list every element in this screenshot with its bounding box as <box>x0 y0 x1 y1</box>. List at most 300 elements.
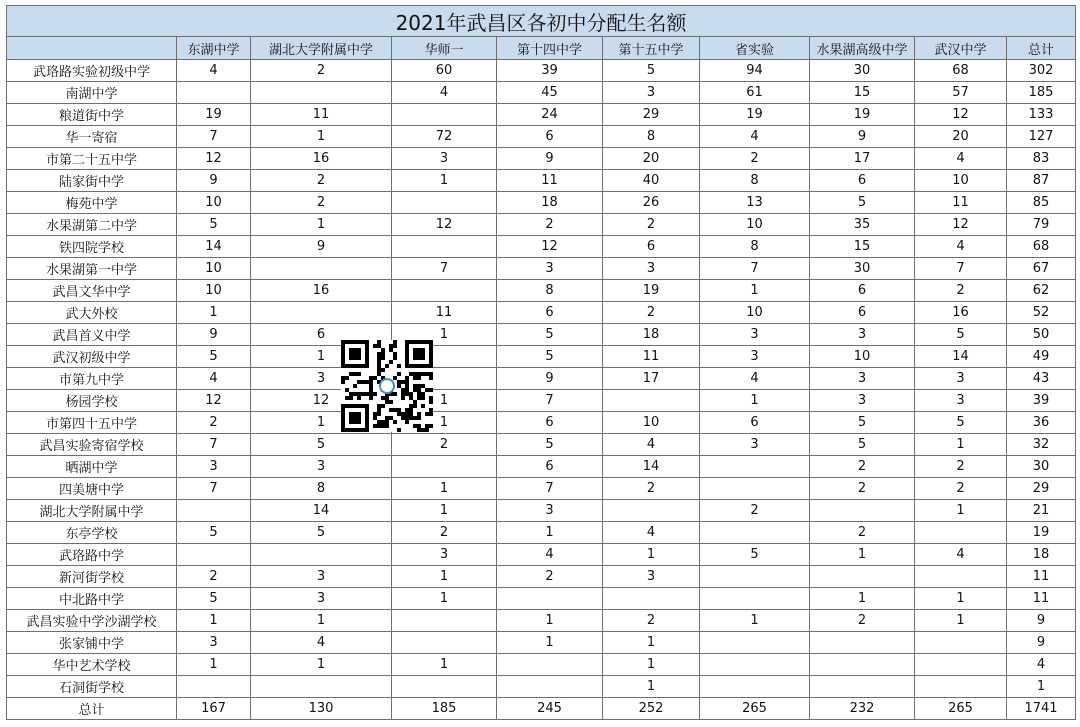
table-row <box>7 522 1076 544</box>
quota-cell: 94 <box>700 60 810 82</box>
quota-cell: 19 <box>700 104 810 126</box>
quota-cell: 1 <box>392 588 497 610</box>
table-row <box>7 148 1076 170</box>
quota-cell: 15 <box>810 236 915 258</box>
school-name-cell: 杨园学校 <box>7 390 177 412</box>
quota-cell: 67 <box>1007 258 1076 280</box>
quota-cell <box>810 566 915 588</box>
quota-cell: 4 <box>700 126 810 148</box>
header-cell: 省实验 <box>700 37 810 60</box>
quota-cell: 1 <box>497 522 603 544</box>
quota-cell: 5 <box>810 192 915 214</box>
quota-cell: 5 <box>251 522 392 544</box>
quota-cell <box>497 654 603 676</box>
title-row <box>7 6 1076 37</box>
quota-cell: 5 <box>497 434 603 456</box>
quota-cell: 5 <box>810 434 915 456</box>
quota-cell <box>392 236 497 258</box>
quota-cell: 9 <box>1007 610 1076 632</box>
quota-cell: 6 <box>251 324 392 346</box>
quota-cell <box>392 192 497 214</box>
quota-cell: 9 <box>497 368 603 390</box>
quota-cell: 7 <box>700 258 810 280</box>
quota-cell: 7 <box>915 258 1007 280</box>
quota-cell <box>251 676 392 698</box>
quota-cell: 5 <box>251 434 392 456</box>
quota-cell <box>392 280 497 302</box>
quota-cell: 2 <box>810 478 915 500</box>
header-cell: 东湖中学 <box>177 37 251 60</box>
quota-cell: 7 <box>177 434 251 456</box>
table-row <box>7 368 1076 390</box>
quota-cell: 5 <box>177 214 251 236</box>
quota-cell: 9 <box>497 148 603 170</box>
school-name-cell: 中北路中学 <box>7 588 177 610</box>
table-row <box>7 566 1076 588</box>
quota-cell <box>700 478 810 500</box>
quota-cell: 79 <box>1007 214 1076 236</box>
quota-cell: 11 <box>915 192 1007 214</box>
quota-cell: 52 <box>1007 302 1076 324</box>
quota-cell: 21 <box>1007 500 1076 522</box>
total-value-cell: 252 <box>603 698 700 720</box>
school-name-cell: 石洞街学校 <box>7 676 177 698</box>
quota-cell: 1 <box>251 126 392 148</box>
quota-cell: 5 <box>177 588 251 610</box>
quota-cell: 30 <box>810 60 915 82</box>
quota-cell: 13 <box>700 192 810 214</box>
quota-cell: 16 <box>251 280 392 302</box>
quota-cell: 12 <box>177 148 251 170</box>
quota-cell: 1 <box>810 588 915 610</box>
quota-cell: 1 <box>392 566 497 588</box>
header-corner-cell <box>7 37 177 60</box>
quota-cell: 1 <box>392 654 497 676</box>
total-value-cell: 167 <box>177 698 251 720</box>
quota-cell: 14 <box>251 500 392 522</box>
quota-cell: 2 <box>603 610 700 632</box>
quota-cell: 1 <box>177 302 251 324</box>
quota-cell: 7 <box>392 258 497 280</box>
quota-cell: 3 <box>700 346 810 368</box>
quota-cell: 11 <box>1007 588 1076 610</box>
table-row <box>7 434 1076 456</box>
quota-cell: 1 <box>392 324 497 346</box>
school-name-cell: 武大外校 <box>7 302 177 324</box>
header-row <box>7 37 1076 60</box>
quota-cell <box>810 500 915 522</box>
total-value-cell: 232 <box>810 698 915 720</box>
quota-cell: 1 <box>603 654 700 676</box>
quota-cell: 8 <box>603 126 700 148</box>
quota-cell: 3 <box>251 456 392 478</box>
quota-cell: 43 <box>1007 368 1076 390</box>
quota-cell <box>915 676 1007 698</box>
quota-cell: 7 <box>497 390 603 412</box>
quota-cell: 3 <box>177 632 251 654</box>
quota-cell: 68 <box>1007 236 1076 258</box>
quota-cell: 4 <box>392 82 497 104</box>
quota-cell <box>915 632 1007 654</box>
quota-cell <box>700 654 810 676</box>
quota-cell <box>392 456 497 478</box>
quota-cell: 302 <box>1007 60 1076 82</box>
quota-cell: 2 <box>392 522 497 544</box>
table-row <box>7 478 1076 500</box>
quota-cell <box>700 632 810 654</box>
quota-cell: 4 <box>700 368 810 390</box>
quota-cell: 6 <box>603 236 700 258</box>
school-name-cell: 华中艺术学校 <box>7 654 177 676</box>
quota-cell <box>810 676 915 698</box>
quota-cell: 1 <box>915 500 1007 522</box>
quota-cell: 3 <box>603 566 700 588</box>
school-name-cell: 武珞路实验初级中学 <box>7 60 177 82</box>
quota-cell: 11 <box>1007 566 1076 588</box>
table-row <box>7 192 1076 214</box>
quota-cell: 10 <box>177 192 251 214</box>
quota-cell <box>392 632 497 654</box>
quota-cell: 2 <box>810 522 915 544</box>
quota-cell: 12 <box>251 390 392 412</box>
quota-cell: 24 <box>497 104 603 126</box>
quota-cell: 12 <box>392 214 497 236</box>
header-cell: 第十五中学 <box>603 37 700 60</box>
quota-cell <box>177 82 251 104</box>
quota-cell: 60 <box>392 60 497 82</box>
quota-cell: 4 <box>251 632 392 654</box>
table-row <box>7 654 1076 676</box>
quota-cell: 1 <box>497 610 603 632</box>
quota-cell: 5 <box>700 544 810 566</box>
quota-cell: 1 <box>392 500 497 522</box>
school-name-cell: 张家铺中学 <box>7 632 177 654</box>
quota-cell: 9 <box>177 170 251 192</box>
quota-cell: 4 <box>177 368 251 390</box>
quota-cell: 40 <box>603 170 700 192</box>
quota-cell: 1 <box>251 412 392 434</box>
school-name-cell: 湖北大学附属中学 <box>7 500 177 522</box>
quota-cell: 6 <box>810 170 915 192</box>
table-row <box>7 346 1076 368</box>
quota-cell: 1 <box>915 610 1007 632</box>
school-name-cell: 新河街学校 <box>7 566 177 588</box>
quota-cell: 1 <box>700 390 810 412</box>
quota-cell: 6 <box>700 412 810 434</box>
school-name-cell: 市第二十五中学 <box>7 148 177 170</box>
quota-cell: 14 <box>177 236 251 258</box>
quota-cell: 39 <box>1007 390 1076 412</box>
quota-cell: 17 <box>810 148 915 170</box>
quota-cell <box>177 500 251 522</box>
quota-cell <box>603 390 700 412</box>
quota-cell: 2 <box>177 566 251 588</box>
quota-cell <box>251 258 392 280</box>
quota-cell: 2 <box>251 60 392 82</box>
quota-cell: 6 <box>497 456 603 478</box>
quota-cell: 3 <box>177 456 251 478</box>
school-name-cell: 武昌首义中学 <box>7 324 177 346</box>
quota-cell: 68 <box>915 60 1007 82</box>
quota-cell: 5 <box>915 412 1007 434</box>
quota-cell: 72 <box>392 126 497 148</box>
quota-cell: 2 <box>915 478 1007 500</box>
school-name-cell: 武昌实验中学沙湖学校 <box>7 610 177 632</box>
quota-cell: 1 <box>810 544 915 566</box>
quota-cell: 19 <box>1007 522 1076 544</box>
quota-cell: 2 <box>603 478 700 500</box>
quota-cell: 7 <box>497 478 603 500</box>
quota-cell: 9 <box>251 236 392 258</box>
quota-cell: 2 <box>177 412 251 434</box>
quota-cell: 1 <box>497 632 603 654</box>
quota-cell: 19 <box>810 104 915 126</box>
table-row <box>7 60 1076 82</box>
allocation-sheet <box>6 5 1075 720</box>
quota-cell: 14 <box>915 346 1007 368</box>
table-row <box>7 456 1076 478</box>
quota-cell <box>603 500 700 522</box>
quota-cell: 26 <box>603 192 700 214</box>
quota-cell: 5 <box>177 522 251 544</box>
quota-cell <box>392 104 497 126</box>
quota-cell: 5 <box>497 346 603 368</box>
quota-cell: 10 <box>177 280 251 302</box>
quota-cell: 1 <box>1007 676 1076 698</box>
table-row <box>7 236 1076 258</box>
school-name-cell: 粮道街中学 <box>7 104 177 126</box>
school-name-cell: 华一寄宿 <box>7 126 177 148</box>
total-value-cell: 265 <box>700 698 810 720</box>
quota-cell: 5 <box>603 60 700 82</box>
total-value-cell: 130 <box>251 698 392 720</box>
quota-cell: 61 <box>700 82 810 104</box>
table-row <box>7 588 1076 610</box>
quota-cell: 3 <box>392 148 497 170</box>
quota-cell: 16 <box>915 302 1007 324</box>
table-row <box>7 82 1076 104</box>
quota-cell: 12 <box>497 236 603 258</box>
quota-cell: 10 <box>603 412 700 434</box>
quota-cell: 6 <box>497 126 603 148</box>
quota-cell: 5 <box>497 324 603 346</box>
school-name-cell: 梅苑中学 <box>7 192 177 214</box>
table-row <box>7 170 1076 192</box>
quota-cell: 15 <box>810 82 915 104</box>
quota-cell: 49 <box>1007 346 1076 368</box>
quota-cell: 10 <box>810 346 915 368</box>
quota-cell: 1 <box>251 610 392 632</box>
total-value-cell: 1741 <box>1007 698 1076 720</box>
quota-cell: 11 <box>603 346 700 368</box>
quota-cell: 3 <box>251 566 392 588</box>
quota-cell: 2 <box>915 280 1007 302</box>
quota-cell: 6 <box>497 302 603 324</box>
quota-cell: 12 <box>915 104 1007 126</box>
quota-cell: 10 <box>700 214 810 236</box>
quota-cell: 10 <box>915 170 1007 192</box>
table-row <box>7 324 1076 346</box>
quota-cell: 18 <box>1007 544 1076 566</box>
quota-cell <box>915 566 1007 588</box>
school-name-cell: 四美塘中学 <box>7 478 177 500</box>
quota-cell: 2 <box>603 302 700 324</box>
quota-cell: 2 <box>810 456 915 478</box>
total-value-cell: 265 <box>915 698 1007 720</box>
quota-cell <box>700 522 810 544</box>
quota-cell: 1 <box>700 280 810 302</box>
quota-cell: 4 <box>915 148 1007 170</box>
quota-cell: 30 <box>810 258 915 280</box>
table-row <box>7 610 1076 632</box>
quota-cell: 3 <box>251 588 392 610</box>
total-label: 总计 <box>7 698 177 720</box>
qr-code-icon <box>341 340 433 432</box>
school-name-cell: 市第四十五中学 <box>7 412 177 434</box>
quota-cell: 9 <box>810 126 915 148</box>
quota-cell: 32 <box>1007 434 1076 456</box>
quota-cell: 2 <box>251 192 392 214</box>
school-name-cell: 水果湖第二中学 <box>7 214 177 236</box>
quota-cell: 17 <box>603 368 700 390</box>
quota-cell: 9 <box>1007 632 1076 654</box>
quota-cell: 18 <box>603 324 700 346</box>
quota-cell: 3 <box>915 368 1007 390</box>
quota-cell <box>177 544 251 566</box>
quota-cell <box>700 456 810 478</box>
total-value-cell: 245 <box>497 698 603 720</box>
quota-cell: 36 <box>1007 412 1076 434</box>
quota-cell <box>810 632 915 654</box>
quota-cell: 1 <box>700 610 810 632</box>
quota-cell: 4 <box>497 544 603 566</box>
quota-cell: 7 <box>177 126 251 148</box>
header-cell: 华师一 <box>392 37 497 60</box>
quota-cell: 2 <box>603 214 700 236</box>
quota-cell: 1 <box>392 478 497 500</box>
table-row <box>7 500 1076 522</box>
quota-cell: 4 <box>915 544 1007 566</box>
quota-cell <box>251 82 392 104</box>
school-name-cell: 武昌实验寄宿学校 <box>7 434 177 456</box>
school-name-cell: 晒湖中学 <box>7 456 177 478</box>
quota-cell: 39 <box>497 60 603 82</box>
quota-cell <box>810 654 915 676</box>
quota-cell: 11 <box>497 170 603 192</box>
quota-cell: 62 <box>1007 280 1076 302</box>
quota-cell: 1 <box>915 588 1007 610</box>
quota-cell: 30 <box>1007 456 1076 478</box>
quota-cell: 2 <box>700 148 810 170</box>
quota-cell: 45 <box>497 82 603 104</box>
quota-cell: 29 <box>1007 478 1076 500</box>
quota-cell: 2 <box>497 566 603 588</box>
quota-cell: 3 <box>700 324 810 346</box>
quota-cell: 18 <box>497 192 603 214</box>
quota-cell: 1 <box>392 170 497 192</box>
table-row <box>7 390 1076 412</box>
quota-cell: 3 <box>497 500 603 522</box>
quota-cell: 6 <box>810 280 915 302</box>
total-row <box>7 698 1076 720</box>
table-row <box>7 104 1076 126</box>
quota-cell <box>700 588 810 610</box>
quota-cell: 57 <box>915 82 1007 104</box>
quota-cell: 11 <box>251 104 392 126</box>
quota-cell: 5 <box>915 324 1007 346</box>
quota-cell: 1 <box>251 214 392 236</box>
quota-cell: 8 <box>700 236 810 258</box>
quota-cell: 19 <box>177 104 251 126</box>
quota-cell: 20 <box>603 148 700 170</box>
table-row <box>7 280 1076 302</box>
quota-cell <box>177 676 251 698</box>
quota-cell: 20 <box>915 126 1007 148</box>
quota-cell: 8 <box>700 170 810 192</box>
quota-cell: 1 <box>603 676 700 698</box>
quota-cell: 11 <box>392 302 497 324</box>
quota-cell: 1 <box>392 390 497 412</box>
header-cell: 总计 <box>1007 37 1076 60</box>
quota-cell: 3 <box>603 258 700 280</box>
header-cell: 第十四中学 <box>497 37 603 60</box>
quota-cell: 87 <box>1007 170 1076 192</box>
quota-cell: 3 <box>810 390 915 412</box>
school-name-cell: 武昌文华中学 <box>7 280 177 302</box>
quota-cell: 133 <box>1007 104 1076 126</box>
quota-cell: 14 <box>603 456 700 478</box>
quota-cell: 1 <box>392 412 497 434</box>
quota-cell: 4 <box>603 522 700 544</box>
school-name-cell: 陆家街中学 <box>7 170 177 192</box>
quota-cell: 16 <box>251 148 392 170</box>
quota-cell: 6 <box>810 302 915 324</box>
school-name-cell: 武汉初级中学 <box>7 346 177 368</box>
header-cell: 水果湖高级中学 <box>810 37 915 60</box>
quota-cell: 6 <box>497 412 603 434</box>
quota-cell: 12 <box>177 390 251 412</box>
quota-cell: 5 <box>810 412 915 434</box>
quota-cell: 10 <box>177 258 251 280</box>
allocation-table <box>6 5 1076 720</box>
quota-cell: 10 <box>700 302 810 324</box>
table-row <box>7 126 1076 148</box>
quota-cell: 5 <box>177 346 251 368</box>
quota-cell: 50 <box>1007 324 1076 346</box>
quota-cell: 1 <box>603 544 700 566</box>
quota-cell: 3 <box>810 324 915 346</box>
quota-cell <box>497 676 603 698</box>
quota-cell: 1 <box>251 346 392 368</box>
quota-cell: 9 <box>177 324 251 346</box>
quota-cell: 1 <box>177 610 251 632</box>
quota-cell: 1 <box>251 654 392 676</box>
quota-cell <box>700 676 810 698</box>
quota-cell: 1 <box>603 632 700 654</box>
table-row <box>7 632 1076 654</box>
quota-cell: 3 <box>915 390 1007 412</box>
school-name-cell: 市第九中学 <box>7 368 177 390</box>
quota-cell: 2 <box>915 456 1007 478</box>
quota-cell: 85 <box>1007 192 1076 214</box>
quota-cell: 2 <box>497 214 603 236</box>
school-name-cell: 东亭学校 <box>7 522 177 544</box>
quota-cell: 4 <box>915 236 1007 258</box>
table-title: 2021年武昌区各初中分配生名额 <box>7 6 1076 37</box>
quota-cell: 35 <box>810 214 915 236</box>
total-value-cell: 185 <box>392 698 497 720</box>
quota-cell <box>700 566 810 588</box>
